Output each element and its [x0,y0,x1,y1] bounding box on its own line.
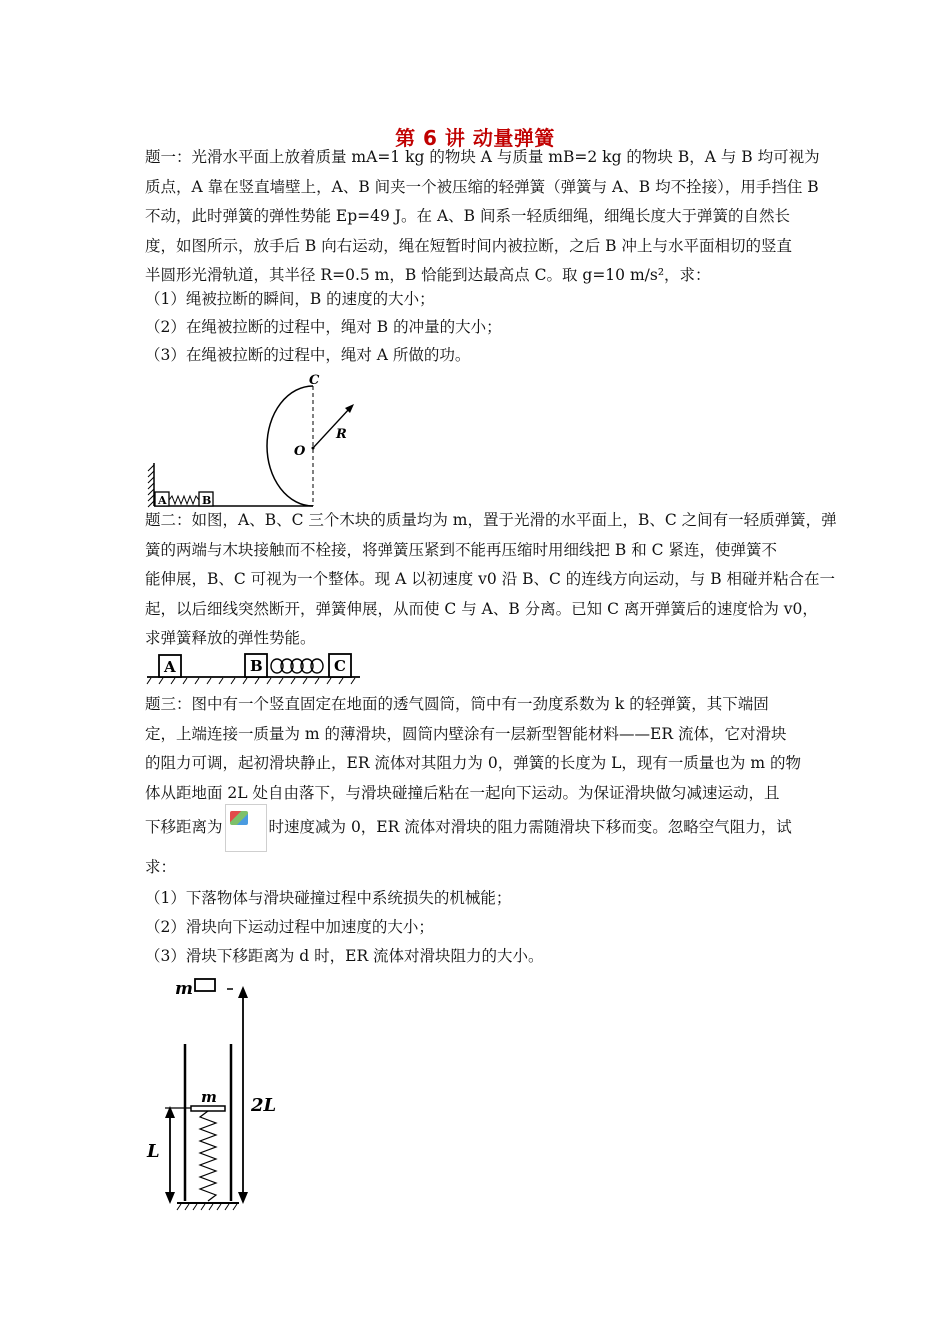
label-block-b: B [202,494,212,507]
problem3-line5-after: 时速度减为 0，ER 流体对滑块的阻力需随滑块下移而变。忽略空气阻力，试 [268,818,792,836]
problem1-line: 不动，此时弹簧的弹性势能 Ep=49 J。在 A、B 间系一轻质细绳，细绳长度大于弹簧的自然长 [145,207,790,225]
label-2l: 2L [251,1095,277,1116]
problem1-question-1: （1）绳被拉断的瞬间，B 的速度的大小； [145,290,435,308]
problem3-line: 题三：图中有一个竖直固定在地面的透气圆筒，筒中有一劲度系数为 k 的轻弹簧，其下端固 [145,695,769,713]
falling-mass [195,979,215,991]
label-l: L [147,1141,160,1162]
problem1-line: 题一：光滑水平面上放着质量 mA=1 kg 的物块 A 与质量 mB=2 kg 的物块 B，A 与 B 均可视为 [145,148,820,166]
center-point [312,447,315,450]
wall-hatch [148,465,154,507]
problem3-text [145,690,807,808]
problem2-line: 题二：如图，A、B、C 三个木块的质量均为 m，置于光滑的水平面上，B、C 之间有一轻质弹簧，弹 [145,511,837,529]
problem3-line5-before: 下移距离为 [145,818,223,836]
problem3-line-6: 求： [145,858,177,876]
problem3-line: 体从距地面 2L 处自由落下，与滑块碰撞后粘在一起向下运动。为保证滑块做匀减速运动，且 [145,783,780,802]
spring [169,496,199,504]
slider-plate [191,1106,225,1111]
problem1-line: 半圆形光滑轨道，其半径 R=0.5 m，B 恰能到达最高点 C。取 g=10 m/s²，求： [145,266,711,284]
arrow-2l-head-top [238,986,248,998]
problem3-figure [145,970,285,1215]
problem1-line: 质点，A 靠在竖直墙壁上，A、B 间夹一个被压缩的轻弹簧（弹簧与 A、B 均不拴接），用手挡住 B [145,177,819,196]
broken-image-icon [225,804,267,852]
label-r: R [336,427,347,442]
problem2-line: 求弹簧释放的弹性势能。 [145,629,316,647]
arrow-l-head-bottom [165,1192,175,1204]
spring-coils [271,659,323,673]
problem3-question-3: （3）滑块下移距离为 d 时，ER 流体对滑块阻力的大小。 [145,947,544,965]
label-block-b: B [250,657,263,675]
ground-hatch [147,678,355,684]
problem2-line: 能伸展，B、C 可视为一个整体。现 A 以初速度 v0 沿 B、C 的连线方向运动，与 B 相碰并粘合在一 [145,570,836,588]
problem1-line: 度，如图所示，放手后 B 向右运动，绳在短暂时间内被拉断，之后 B 冲上与水平面相切的竖直 [145,236,792,255]
problem3-question-1: （1）下落物体与滑块碰撞过程中系统损失的机械能； [145,889,512,907]
page-title: 第 6 讲 动量弹簧 [395,126,555,150]
problem3-line-5 [145,800,792,854]
ground-hatch [177,1204,237,1210]
label-m-top: m [175,979,193,999]
problem1-question-3: （3）在绳被拉断的过程中，绳对 A 所做的功。 [145,346,471,364]
problem1-text [145,143,820,291]
label-block-c: C [334,657,346,675]
spring [200,1111,216,1201]
problem2-line: 簧的两端与木块接触而不栓接，将弹簧压紧到不能再压缩时用细线把 B 和 C 紧连，使弹簧不 [145,540,777,559]
problem2-figure [145,646,365,686]
problem2-line: 起，以后细线突然断开，弹簧伸展，从而使 C 与 A、B 分离。已知 C 离开弹簧后的速度恰为 v0， [145,599,818,618]
problem1-figure [145,368,385,510]
semicircle-track [267,386,313,506]
label-o: O [294,444,306,459]
problem3-line: 的阻力可调，起初滑块静止，ER 流体对其阻力为 0，弹簧的长度为 L，现有一质量也为 m 的物 [145,754,801,772]
arrow-2l-head-bottom [238,1192,248,1204]
label-block-a: A [158,494,167,507]
problem1-question-2: （2）在绳被拉断的过程中，绳对 B 的冲量的大小； [145,318,502,336]
problem3-line: 定，上端连接一质量为 m 的薄滑块，圆筒内壁涂有一层新型智能材料——ER 流体，它对滑块 [145,724,787,743]
label-c: C [309,373,320,388]
label-m-inner: m [201,1088,217,1106]
label-block-a: A [164,658,176,676]
problem3-question-2: （2）滑块向下运动过程中加速度的大小； [145,918,434,936]
problem2-text [145,506,837,654]
